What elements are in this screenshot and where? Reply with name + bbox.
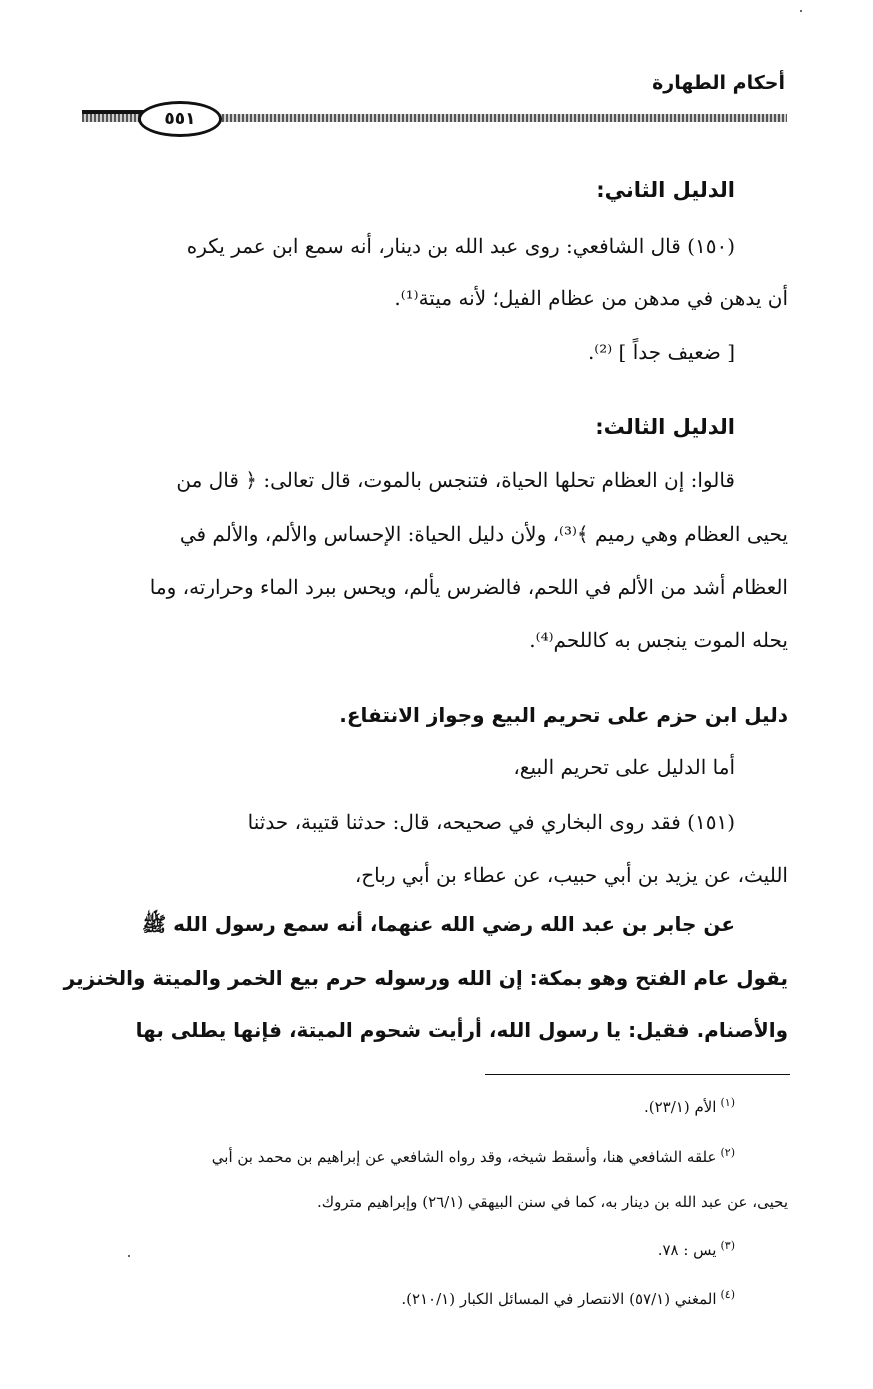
footnote-number: (٣) [720, 1239, 735, 1252]
scan-speck [800, 10, 802, 12]
footnote-number: (٤) [720, 1288, 735, 1301]
text-line: (١٥٠) قال الشافعي: روى عبد الله بن دينار، أنه سمع ابن عمر يكره [186, 234, 735, 258]
footnote-number: (١) [720, 1096, 735, 1109]
section-heading-ibn-hazm: دليل ابن حزم على تحريم البيع وجواز الانتفاع. [339, 703, 788, 727]
footnote-number: (٢) [720, 1146, 735, 1159]
text-line: أما الدليل على تحريم البيع، [513, 755, 735, 779]
footnote-1 [644, 1096, 735, 1116]
text-line: الليث، عن يزيد بن أبي حبيب، عن عطاء بن أبي رباح، [354, 863, 788, 887]
text-line: يحيى العظام وهي رميم ﴾⁽³⁾، ولأن دليل الحياة: الإحساس والألم، والألم في [179, 522, 788, 546]
footnote-3 [658, 1239, 735, 1259]
hadith-text-line: يقول عام الفتح وهو بمكة: إن الله ورسوله حرم بيع الخمر والميتة والخنزير [63, 966, 788, 990]
running-title: أحكام الطهارة [652, 72, 785, 94]
grading-note: [ ضعيف جداً ] ⁽²⁾. [587, 340, 735, 364]
footnote-2 [212, 1146, 735, 1166]
text-line: أن يدهن في مدهن من عظام الفيل؛ لأنه ميتة⁽¹⁾. [394, 286, 788, 310]
text-line: يحله الموت ينجس به كاللحم⁽⁴⁾. [529, 628, 788, 652]
footnote-text: المغني (٥٧/١) الانتصار في المسائل الكبار (٢١٠/١). [401, 1290, 717, 1308]
text-line: قالوا: إن العظام تحلها الحياة، فتنجس بالموت، قال تعالى: ﴿ قال من [176, 468, 735, 492]
footnote-4 [401, 1288, 735, 1308]
page-number: ٥٥١ [138, 101, 222, 137]
footnote-2-continued: يحيى، عن عبد الله بن دينار به، كما في سنن البيهقي (٢٦/١) وإبراهيم متروك. [317, 1193, 788, 1211]
footnote-text: الأم (٢٣/١). [643, 1098, 717, 1116]
footnote-rule [485, 1074, 790, 1075]
hadith-text-line: عن جابر بن عبد الله رضي الله عنهما، أنه سمع رسول الله ﷺ [141, 912, 735, 936]
hadith-text-line: والأصنام. فقيل: يا رسول الله، أرأيت شحوم الميتة، فإنها يطلى بها [135, 1018, 788, 1042]
footnote-text: يس : ٧٨. [657, 1241, 717, 1259]
text-line: العظام أشد من الألم في اللحم، فالضرس يألم، ويحس ببرد الماء وحرارته، وما [149, 575, 788, 599]
scan-speck [128, 1255, 130, 1257]
text-line: (١٥١) فقد روى البخاري في صحيحه، قال: حدثنا قتيبة، حدثنا [247, 810, 735, 834]
section-heading-second-evidence: الدليل الثاني: [596, 178, 735, 202]
footnote-text: علقه الشافعي هنا، وأسقط شيخه، وقد رواه الشافعي عن إبراهيم بن محمد بن أبي [211, 1148, 717, 1166]
section-heading-third-evidence: الدليل الثالث: [595, 415, 735, 439]
